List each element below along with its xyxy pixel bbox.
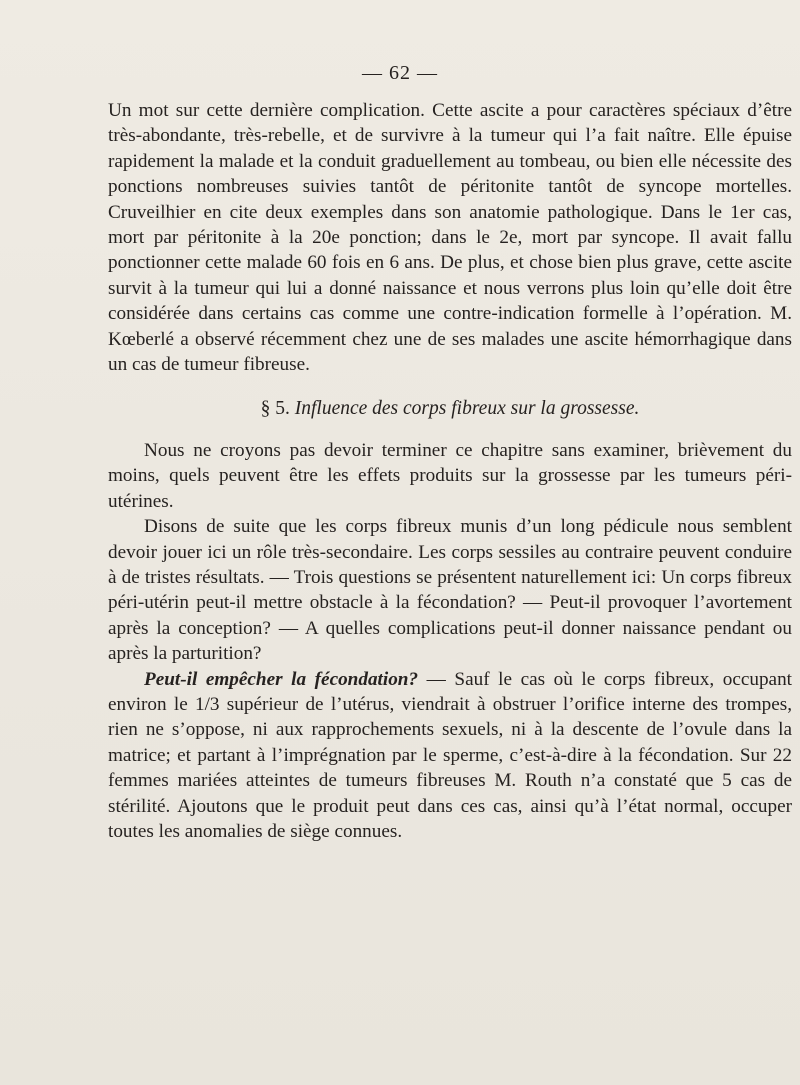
page-number: — 62 —: [362, 62, 438, 84]
paragraph-fecondation-text: Sauf le cas où le corps fibreux, occupant environ le 1/3 supérieur de l’utérus, viendrait à obstruer l’orifice interne des trompes, rien ne s’oppose, ni aux rapprochements sexuels, ni à la descente de l’ovule dans la matrice; et partant à l’imprégnation par le sperme, c’est-à-dire à la fécondation. Sur 22 femmes mariées atteintes de tumeurs fibreuses M. Routh n’a constaté que 5 cas de stérilité. Ajoutons que le produit peut dans ces cas, ainsi qu’à l’état normal, occuper toutes les anomalies de siège connues.: [108, 668, 792, 842]
paragraph-ascite: Un mot sur cette dernière complication. Cette ascite a pour caractères spéciaux d’être très-abondante, très-rebelle, et de survivre à la tumeur qui l’a fait naître. Elle épuise rapidement la malade et la conduit graduellement au tombeau, ou bien elle nécessite des ponctions nombreuses suivies tantôt de péritonite tantôt de syncope mortelles. Cruveilhier en cite deux exemples dans son anatomie pathologique. Dans le 1er cas, mort par péritonite à la 20e ponction; dans le 2e, mort par syncope. Il avait fallu ponctionner cette malade 60 fois en 6 ans. De plus, et chose bien plus grave, cette ascite survit à la tumeur qui lui a donné naissance et nous verrons plus loin qu’elle doit être considérée dans certains cas comme une contre-indication formelle à l’opération. M. Kœberlé a observé récemment chez une de ses malades une ascite hémorrhagique dans un cas de tumeur fibreuse.: [108, 100, 792, 376]
section-mark: § 5.: [260, 398, 290, 420]
paragraph-fecondation: [108, 667, 792, 845]
paragraph-intro: Nous ne croyons pas devoir terminer ce chapitre sans examiner, brièvement du moins, quels peuvent être les effets produits sur la grossesse par les tumeurs péri-utérines.: [108, 439, 792, 512]
section-heading: [108, 396, 792, 421]
lead-question: Peut-il empêcher la fécondation?: [144, 668, 419, 690]
body-text: [108, 98, 792, 844]
paragraph-questions: Disons de suite que les corps fibreux munis d’un long pédicule nous semblent devoir jouer ici un rôle très-secondaire. Les corps sessiles au contraire peuvent conduire à de tristes résultats. — Trois questions se présentent naturellement ici: Un corps fibreux péri-utérin peut-il mettre obstacle à la fécondation? — Peut-il provoquer l’avortement après la conception? — A quelles complications peut-il donner naissance pendant ou après la parturition?: [108, 516, 792, 665]
lead-dash: —: [426, 668, 446, 690]
section-title: Influence des corps fibreux sur la grossesse.: [294, 398, 640, 420]
